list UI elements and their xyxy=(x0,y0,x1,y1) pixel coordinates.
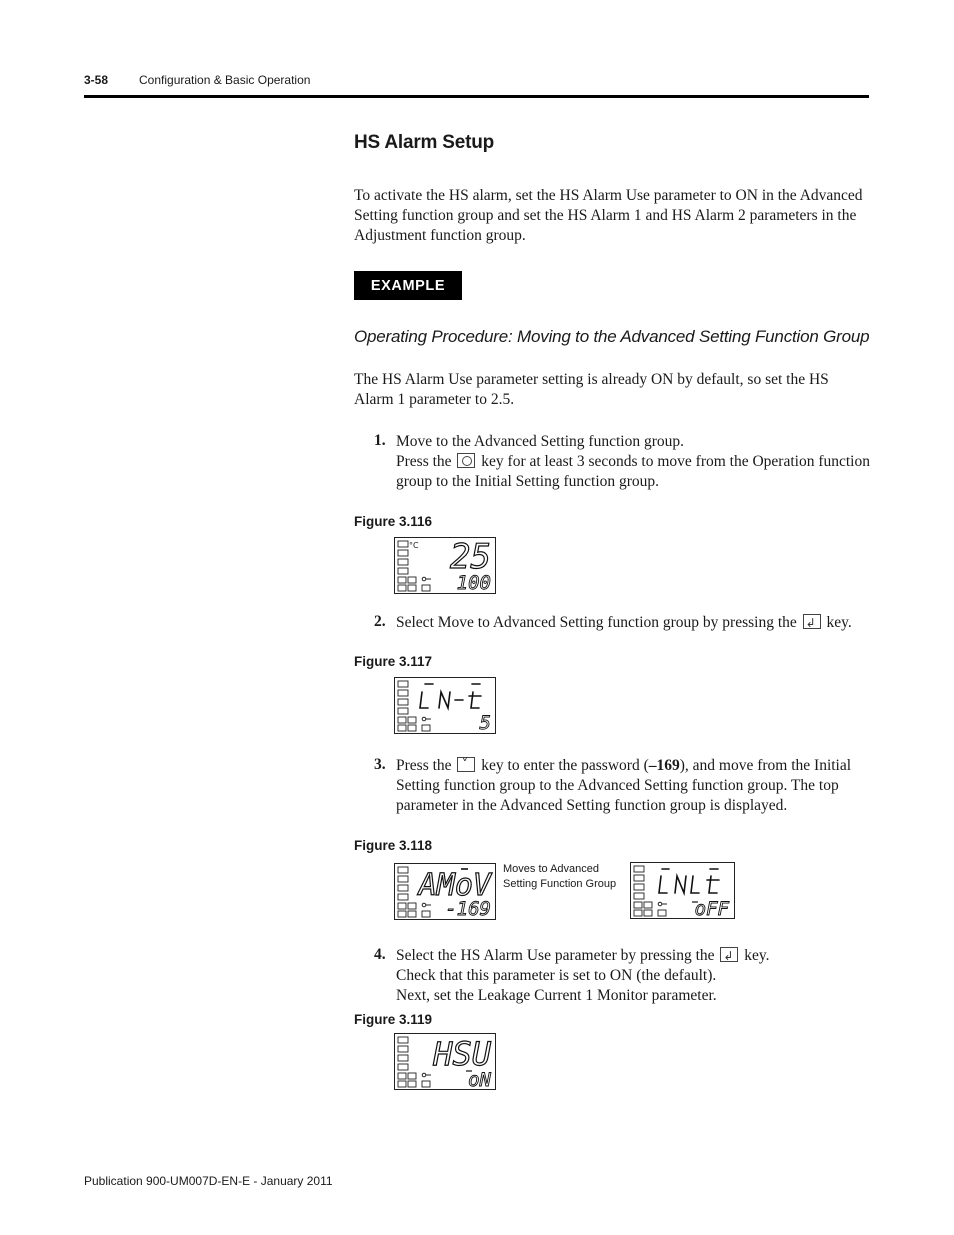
lcd-graphic xyxy=(395,864,495,919)
step-number: 1. xyxy=(374,432,386,449)
caption-line: Moves to Advanced xyxy=(503,863,600,875)
step-text-fragment: ), and move from the Initial Setting function group to the Advanced Setting function group. The top parameter in the Advanced Setting function group is displayed. xyxy=(396,757,852,814)
step-text-fragment: Press the xyxy=(396,757,452,774)
lcd-bottom-value: 5 xyxy=(479,712,491,733)
lcd-graphic xyxy=(395,1034,495,1089)
step-1-line2 xyxy=(396,452,876,492)
figure-label: Figure 3.117 xyxy=(354,654,433,669)
mode-key-icon xyxy=(720,947,738,962)
figure-label: Figure 3.116 xyxy=(354,514,433,529)
figure-label: Figure 3.119 xyxy=(354,1012,433,1027)
header-rule xyxy=(84,95,869,98)
step-text-fragment: key. xyxy=(744,947,770,964)
example-badge: EXAMPLE xyxy=(354,271,462,300)
step-text-fragment: Select the HS Alarm Use parameter by pressing the xyxy=(396,947,715,964)
step-4-text xyxy=(396,946,876,1006)
mode-key-icon xyxy=(803,614,821,629)
lcd-graphic xyxy=(631,863,734,918)
page-number: 3-58 xyxy=(84,73,109,87)
circle-key-icon xyxy=(457,453,475,468)
section-title: HS Alarm Setup xyxy=(354,132,495,153)
figure-label: Figure 3.118 xyxy=(354,838,433,853)
lcd-display xyxy=(394,1033,496,1090)
lcd-display xyxy=(394,537,496,594)
step-number: 3. xyxy=(374,756,386,773)
step-4-line3: Next, set the Leakage Current 1 Monitor parameter. xyxy=(396,987,717,1004)
unit-text: °C xyxy=(409,541,419,550)
step-text-fragment: Select Move to Advanced Setting function group by pressing the xyxy=(396,614,797,631)
step-3-text xyxy=(396,756,876,816)
lcd-bottom-value: oFF xyxy=(694,898,729,918)
lcd-display xyxy=(394,863,496,920)
step-1-line1: Move to the Advanced Setting function group. xyxy=(396,433,684,450)
lcd-top-value: 25 xyxy=(450,538,491,577)
step-2-text xyxy=(396,613,876,633)
password-value: –169 xyxy=(648,757,680,774)
caption-line: Setting Function Group xyxy=(503,878,617,890)
chapter-title: Configuration & Basic Operation xyxy=(139,73,311,87)
lcd-display xyxy=(394,677,496,734)
step-text-fragment: Press the xyxy=(396,453,452,470)
step-text-fragment: key for at least 3 seconds to move from the Operation function group to the Initial Setting function group. xyxy=(396,453,870,490)
lcd-graphic xyxy=(395,678,495,733)
step-text-fragment: key to enter the password ( xyxy=(481,757,649,774)
lcd-bottom-value: oN xyxy=(468,1069,491,1089)
step-text-fragment: key. xyxy=(826,614,852,631)
lcd-bottom-value: 100 xyxy=(456,572,491,593)
down-key-icon xyxy=(457,757,475,772)
intro-paragraph: To activate the HS alarm, set the HS Alarm Use parameter to ON in the Advanced Setting function group and set the HS Alarm 1 and HS Alarm 2 parameters in the Adjustment function group. xyxy=(354,187,863,244)
lcd-graphic xyxy=(395,538,495,593)
step-1-text xyxy=(396,432,876,492)
procedure-intro: The HS Alarm Use parameter setting is already ON by default, so set the HS Alarm 1 parameter to 2.5. xyxy=(354,371,829,408)
step-number: 2. xyxy=(374,613,386,630)
footer-publication: Publication 900-UM007D-EN-E - January 2011 xyxy=(84,1174,333,1188)
step-number: 4. xyxy=(374,946,386,963)
figure-caption xyxy=(503,862,616,892)
step-4-line1 xyxy=(396,946,876,966)
lcd-bottom-value: -169 xyxy=(445,898,491,919)
lcd-top-value: HSU xyxy=(433,1035,491,1073)
step-4-line2: Check that this parameter is set to ON (the default). xyxy=(396,967,717,984)
lcd-display xyxy=(630,862,735,919)
lcd-top-value: AMoV xyxy=(418,868,491,903)
procedure-title: Operating Procedure: Moving to the Advanced Setting Function Group xyxy=(354,327,870,346)
